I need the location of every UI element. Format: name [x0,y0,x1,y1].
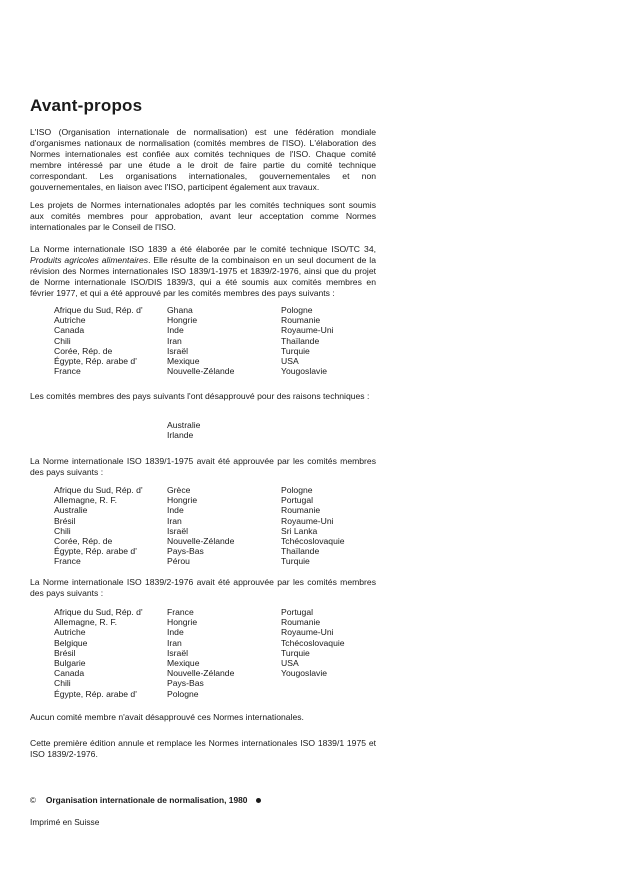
country-column-1 [54,485,167,567]
page-title: Avant-propos [30,96,143,115]
country-item: Brésil [54,515,76,526]
country-item: Israël [167,647,189,658]
country-item: Roumanie [281,315,321,326]
country-item: Roumanie [281,505,321,516]
country-item: Turquie [281,556,310,567]
iso1839-1-paragraph: La Norme internationale ISO 1839/1-1975 avait été approuvée par les comités membres des pays suivants : [30,456,376,477]
country-item: Thaïlande [281,335,320,346]
iso1839-committee-title: Produits agricoles alimentaires [30,254,149,265]
printed-in-note: Imprimé en Suisse [30,817,100,827]
country-item: Autriche [54,315,86,326]
country-item: Australie [167,420,201,430]
country-item: Pays-Bas [167,546,204,557]
country-item: Afrique du Sud, Rép. d' [54,305,143,315]
country-item: Égypte, Rép. arabe d' [54,546,137,557]
country-item: Pologne [281,485,313,495]
country-item: Pologne [167,688,199,699]
country-item: Inde [167,627,184,638]
country-item: Roumanie [281,617,321,628]
country-item: Turquie [281,345,310,356]
country-item: Portugal [281,495,314,506]
country-item: Pays-Bas [167,678,204,689]
country-item: Afrique du Sud, Rép. d' [54,485,143,495]
iso1839-1-approved-countries [54,485,391,567]
country-item: Chili [54,525,71,536]
country-column-3 [281,607,391,699]
country-item: Belgique [54,637,88,648]
country-item: Mexique [167,658,200,669]
country-item: Allemagne, R. F. [54,495,118,506]
country-item: Australie [54,505,88,516]
country-item: Bulgarie [54,658,86,669]
iso1839-paragraph [30,244,376,299]
copyright-line [30,795,261,805]
country-item: Portugal [281,607,314,617]
country-item: Yougoslavie [281,366,328,377]
country-column-3 [281,305,391,376]
country-item: Royaume-Uni [281,627,334,638]
country-item: Corée, Rép. de [54,536,113,547]
country-item: Tchécoslovaquie [281,637,345,648]
country-item: Sri Lanka [281,525,318,536]
iso1839-text-part1: La Norme internationale ISO 1839 a été élaborée par le comité technique ISO/TC 34, [30,244,376,254]
bullet-dot-icon [256,798,261,803]
country-item: Iran [167,637,182,648]
country-item: Tchécoslovaquie [281,536,345,547]
country-item: Royaume-Uni [281,515,334,526]
country-item: Autriche [54,627,86,638]
country-item: Corée, Rép. de [54,345,113,356]
edition-note-paragraph: Cette première édition annule et remplace les Normes internationales ISO 1839/1 1975 et ISO 1839/2-1976. [30,738,376,759]
country-item: Royaume-Uni [281,325,334,336]
country-column-2 [167,607,281,699]
country-item: Nouvelle-Zélande [167,668,235,679]
country-item: Grèce [167,485,191,495]
copyright-symbol: © [30,795,36,805]
country-item: USA [281,658,299,669]
country-item: Irlande [167,430,194,441]
country-item: Hongrie [167,617,198,628]
no-disapproval-paragraph: Aucun comité membre n'avait désapprouvé ces Normes internationales. [30,712,304,722]
country-item: France [54,366,81,377]
country-column-1 [54,305,167,376]
country-item: Chili [54,678,71,689]
iso1839-approved-countries [54,305,391,376]
country-item: Pologne [281,305,313,315]
iso1839-disapproval-paragraph: Les comités membres des pays suivants l'ont désapprouvé pour des raisons techniques : [30,391,370,401]
country-item: Inde [167,505,184,516]
country-item: Hongrie [167,315,198,326]
country-item: France [54,556,81,567]
country-item: Iran [167,335,182,346]
iso1839-2-paragraph: La Norme internationale ISO 1839/2-1976 avait été approuvée par les comités membres des pays suivants : [30,577,376,598]
country-item: Israël [167,525,189,536]
country-item: Thaïlande [281,546,320,557]
country-item: Mexique [167,356,200,367]
country-item: Hongrie [167,495,198,506]
country-item: Chili [54,335,71,346]
country-item: USA [281,356,299,367]
country-column-3 [281,485,391,567]
intro-paragraph: L'ISO (Organisation internationale de normalisation) est une fédération mondiale d'organismes nationaux de normalisation (comités membres de l'ISO). L'élaboration des Normes internationales est confiée aux comités techniques de l'ISO. Chaque comité membre intéressé par une étude a le droit de faire partie du comité technique correspondant. Les organisations internationales, gouvernementales et non gouvernementales, en liaison avec l'ISO, participent également aux travaux. [30,127,376,192]
country-item: Israël [167,345,189,356]
country-item: France [167,607,194,617]
country-item: Turquie [281,647,310,658]
country-item: Canada [54,668,85,679]
iso1839-2-approved-countries [54,607,391,699]
country-item: Égypte, Rép. arabe d' [54,356,137,367]
country-column-1 [54,607,167,699]
country-item: Ghana [167,305,193,315]
country-item: Canada [54,325,85,336]
country-item: Nouvelle-Zélande [167,536,235,547]
draft-paragraph: Les projets de Normes internationales adoptés par les comités techniques sont soumis aux comités membres pour approbation, avant leur acceptation comme Normes internationales par le Conseil de l'ISO. [30,200,376,232]
country-item: Brésil [54,647,76,658]
copyright-organization: Organisation internationale de normalisation, 1980 [45,795,248,805]
country-item: Yougoslavie [281,668,328,679]
country-item: Égypte, Rép. arabe d' [54,688,137,699]
country-item: Allemagne, R. F. [54,617,118,628]
country-item: Pérou [167,556,190,567]
country-item: Iran [167,515,182,526]
country-column-2 [167,305,281,376]
iso1839-disapproved-countries [167,420,200,440]
country-item: Inde [167,325,184,336]
country-item: Nouvelle-Zélande [167,366,235,377]
country-column-2 [167,485,281,567]
country-item: Afrique du Sud, Rép. d' [54,607,143,617]
iso1839-text-part2: . Elle résulte de la combinaison en un seul document de la révision des Normes internationales ISO 1839/1-1975 et 1839/2-1976, ainsi que du projet de Norme internationale ISO/DIS 1839/3, qui a été soumis aux comités membres en février 1977, et qui a été approuvé par les comités membres des pays suivants : [30,254,376,298]
